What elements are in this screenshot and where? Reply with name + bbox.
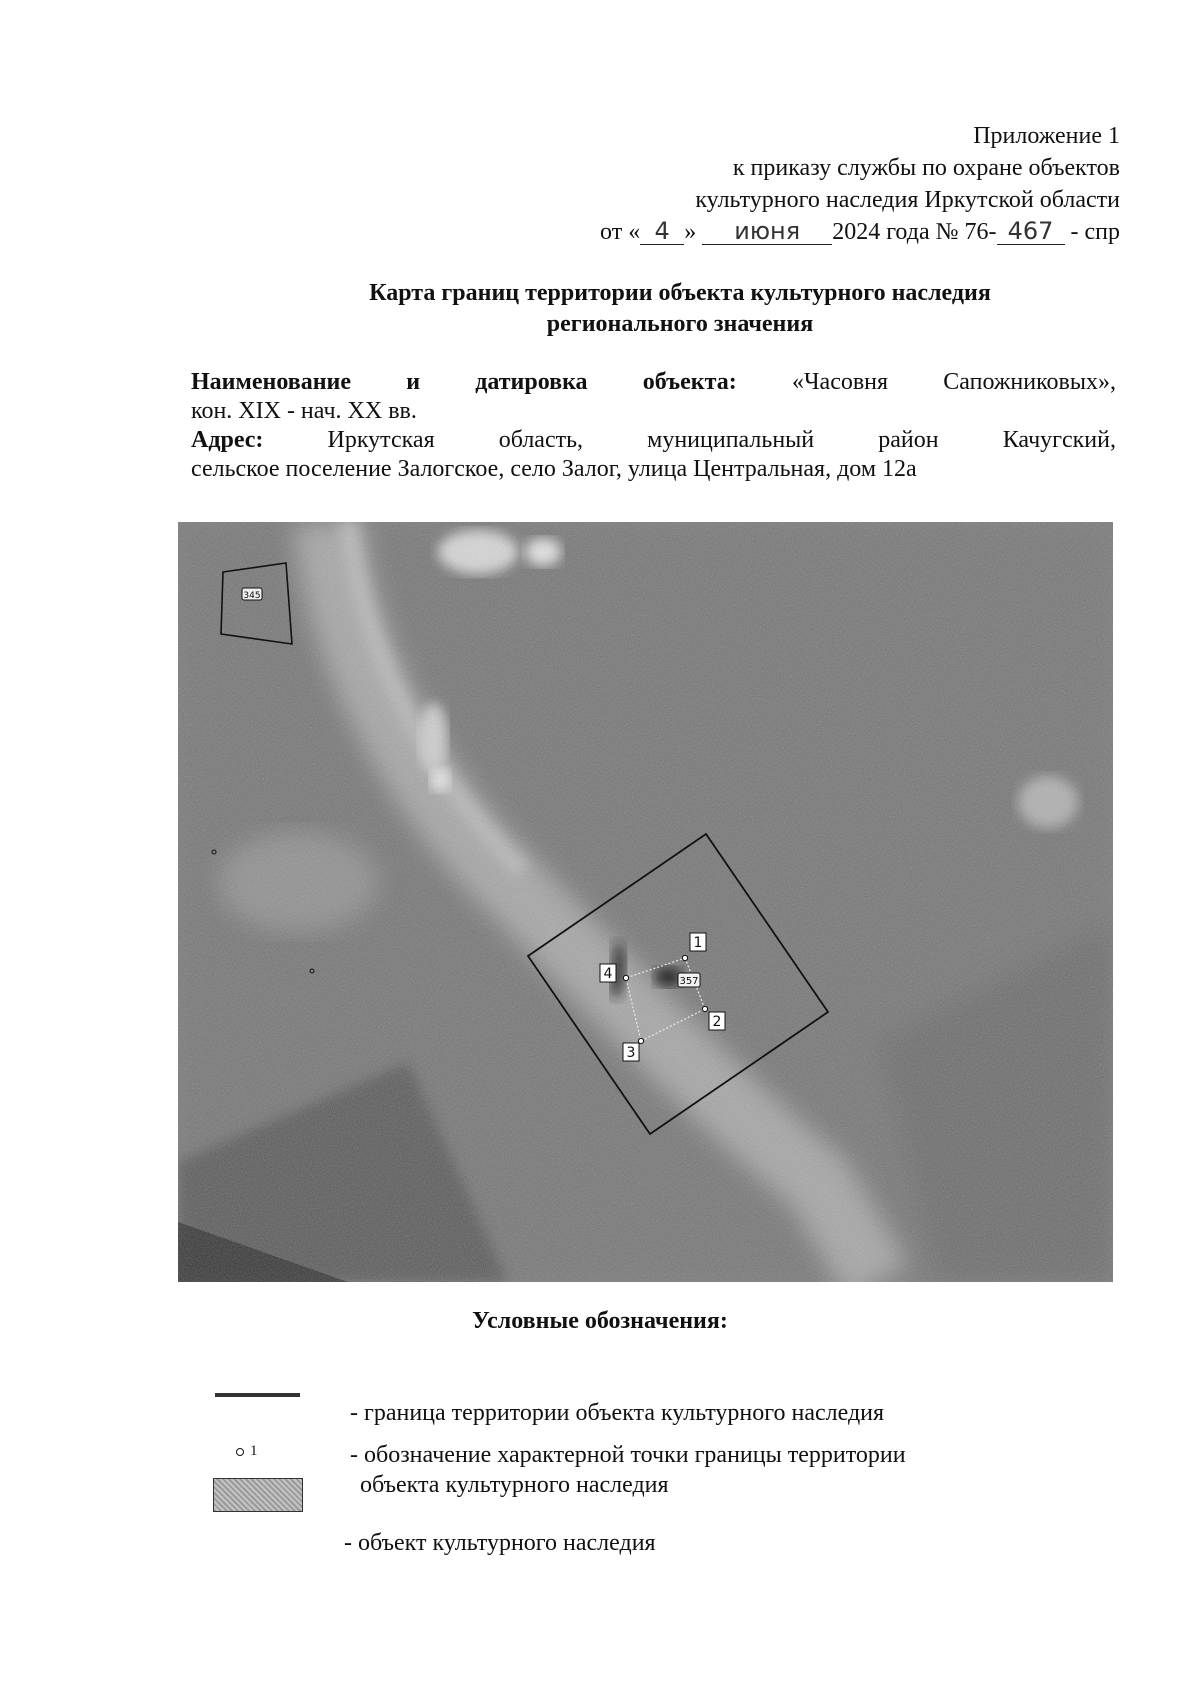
legend-point-number: 1 [250,1443,258,1459]
object-name-value: «Часовня Сапожниковых», [791,369,1117,395]
legend-object-symbol [213,1478,303,1512]
object-label-357: 357 [679,976,699,987]
boundary-point-1 [682,955,687,960]
date-year: 2024 года № 76- [832,219,997,245]
legend-point-text-1: - обозначение характерной точки границы территории [350,1442,906,1468]
date-day: 4 [640,218,684,245]
legend-point-text-2: объекта культурного наследия [360,1472,669,1498]
order-number: 467 [997,218,1065,245]
aerial-map [178,522,1113,1282]
order-suffix: - спр [1070,219,1120,245]
date-mid: » [684,219,697,245]
doc-title: Карта границ территории объекта культурного наследия [369,280,991,306]
point-label-2: 2 [712,1014,722,1030]
address-label: Адрес: [191,427,264,453]
object-name-line [191,368,1116,397]
object-name-label: Наименование и датировка объекта: [191,369,737,395]
order-date-line [600,216,1120,248]
legend-title: Условные обозначения: [472,1308,728,1334]
legend-point-symbol [236,1443,258,1460]
point-label-1: 1 [693,935,703,951]
point-label-4: 4 [603,966,613,982]
authority-line: культурного наследия Иркутской области [695,187,1120,213]
address-line1: Иркутская область, муниципальный район Качугский, [327,427,1116,453]
address-line [191,426,1116,455]
doc-subtitle: регионального значения [546,311,814,337]
parcel-345-label: 345 [243,591,261,601]
object-dating: кон. XIX - нач. XX вв. [191,398,417,424]
order-reference-line: к приказу службы по охране объектов [732,155,1120,181]
boundary-point-2 [702,1006,707,1011]
boundary-point-4 [623,975,628,980]
legend-boundary-symbol [215,1393,300,1397]
point-label-3: 3 [626,1045,636,1061]
legend-object-text: - объект культурного наследия [344,1530,656,1556]
date-month: июня [702,218,832,245]
legend-boundary-text: - граница территории объекта культурного наследия [350,1400,885,1426]
point-circle-icon [236,1448,244,1456]
address-line2: сельское поселение Залогское, село Залог, улица Центральная, дом 12а [191,456,917,482]
appendix-label: Приложение 1 [973,123,1120,149]
date-prefix: от « [600,219,641,245]
